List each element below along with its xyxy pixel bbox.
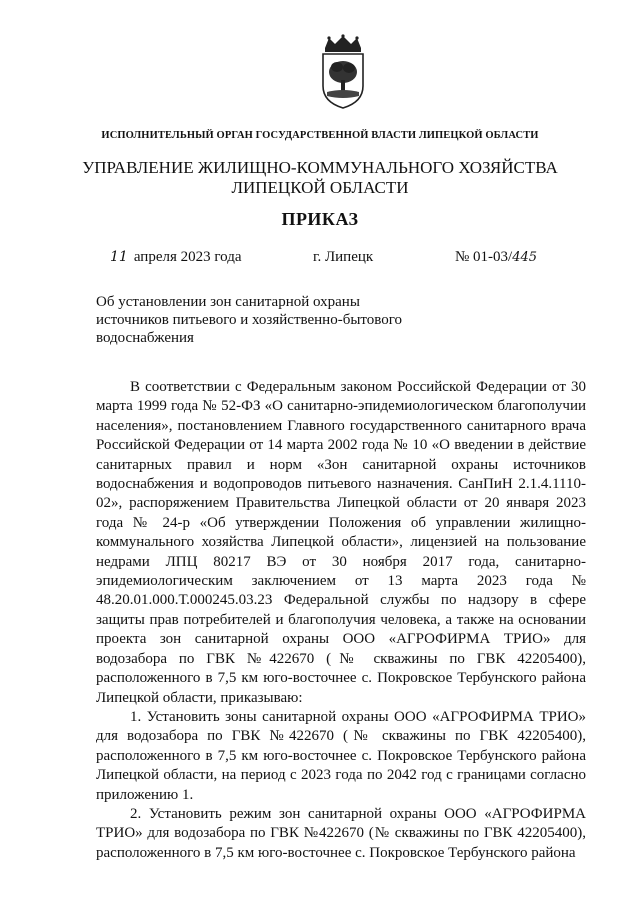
document-type-title: ПРИКАЗ xyxy=(281,209,359,229)
order-city: г. Липецк xyxy=(313,249,374,265)
order-body xyxy=(96,378,586,863)
order-number xyxy=(455,249,537,266)
order-date xyxy=(110,249,242,266)
handwritten-day: 11 xyxy=(110,249,128,265)
clause-1-paragraph: 1. Установить зоны санитарной охраны ООО «АГРОФИРМА ТРИО» для водозабора по ГВК №422670 (№ скважины по ГВК 42205400), расположенного в 7,5 км юго-восточнее с. Покровское Тербунского района Липецкой области, на период с 2023 года по 2042 год с границами согласно приложению 1. xyxy=(96,708,586,803)
coat-of-arms-emblem xyxy=(315,34,371,110)
department-name-line1: УПРАВЛЕНИЕ ЖИЛИЩНО-КОММУНАЛЬНОГО ХОЗЯЙСТВА xyxy=(82,158,558,177)
clause-2-paragraph: 2. Установить режим зон санитарной охраны ООО «АГРОФИРМА ТРИО» для водозабора по ГВК №422670 (№ скважины по ГВК 42205400), расположенного в 7,5 км юго-восточнее с. Покровское Тербунского района xyxy=(96,805,586,861)
department-name-line2: ЛИПЕЦКОЙ ОБЛАСТИ xyxy=(231,178,409,197)
preamble-paragraph: В соответствии с Федеральным законом Российской Федерации от 30 марта 1999 года № 52-ФЗ «О санитарно-эпидемиологическом благополучии населения», постановлением Главного государственного санитарного врача Российской Федерации от 14 марта 2002 года № 10 «О введении в действие санитарных правил и норм «Зон санитарной охраны источников водоснабжения и водопроводов питьевого назначения. СанПиН 2.1.4.1110-02», распоряжением Правительства Липецкой области от 20 января 2023 года № 24-р «Об утверждении Положения об управлении жилищно-коммунального хозяйства Липецкой области», лицензией на пользование недрами ЛПЦ 80217 ВЭ от 30 ноября 2017 года, санитарно-эпидемиологическим заключением от 13 марта 2023 года № 48.20.01.000.Т.000245.03.23 Федеральной службы по надзору в сфере защиты прав потребителей и благополучия человека, а также на основании проекта зон санитарной охраны ООО «АГРОФИРМА ТРИО» для водозабора по ГВК №422670 (№ скважины по ГВК 42205400), расположенного в 7,5 км юго-восточнее с. Покровское Тербунского района Липецкой области, приказываю: xyxy=(96,379,586,706)
order-subject: Об установлении зон санитарной охраны источников питьевого и хозяйственно-бытового водоснабжения xyxy=(96,294,403,346)
date-text: апреля 2023 года xyxy=(133,249,242,265)
issuing-authority-line: ИСПОЛНИТЕЛЬНЫЙ ОРГАН ГОСУДАРСТВЕННОЙ ВЛАСТИ ЛИПЕЦКОЙ ОБЛАСТИ xyxy=(101,130,539,141)
handwritten-number: 445 xyxy=(512,250,538,265)
number-prefix: № 01-03/ xyxy=(455,249,513,265)
